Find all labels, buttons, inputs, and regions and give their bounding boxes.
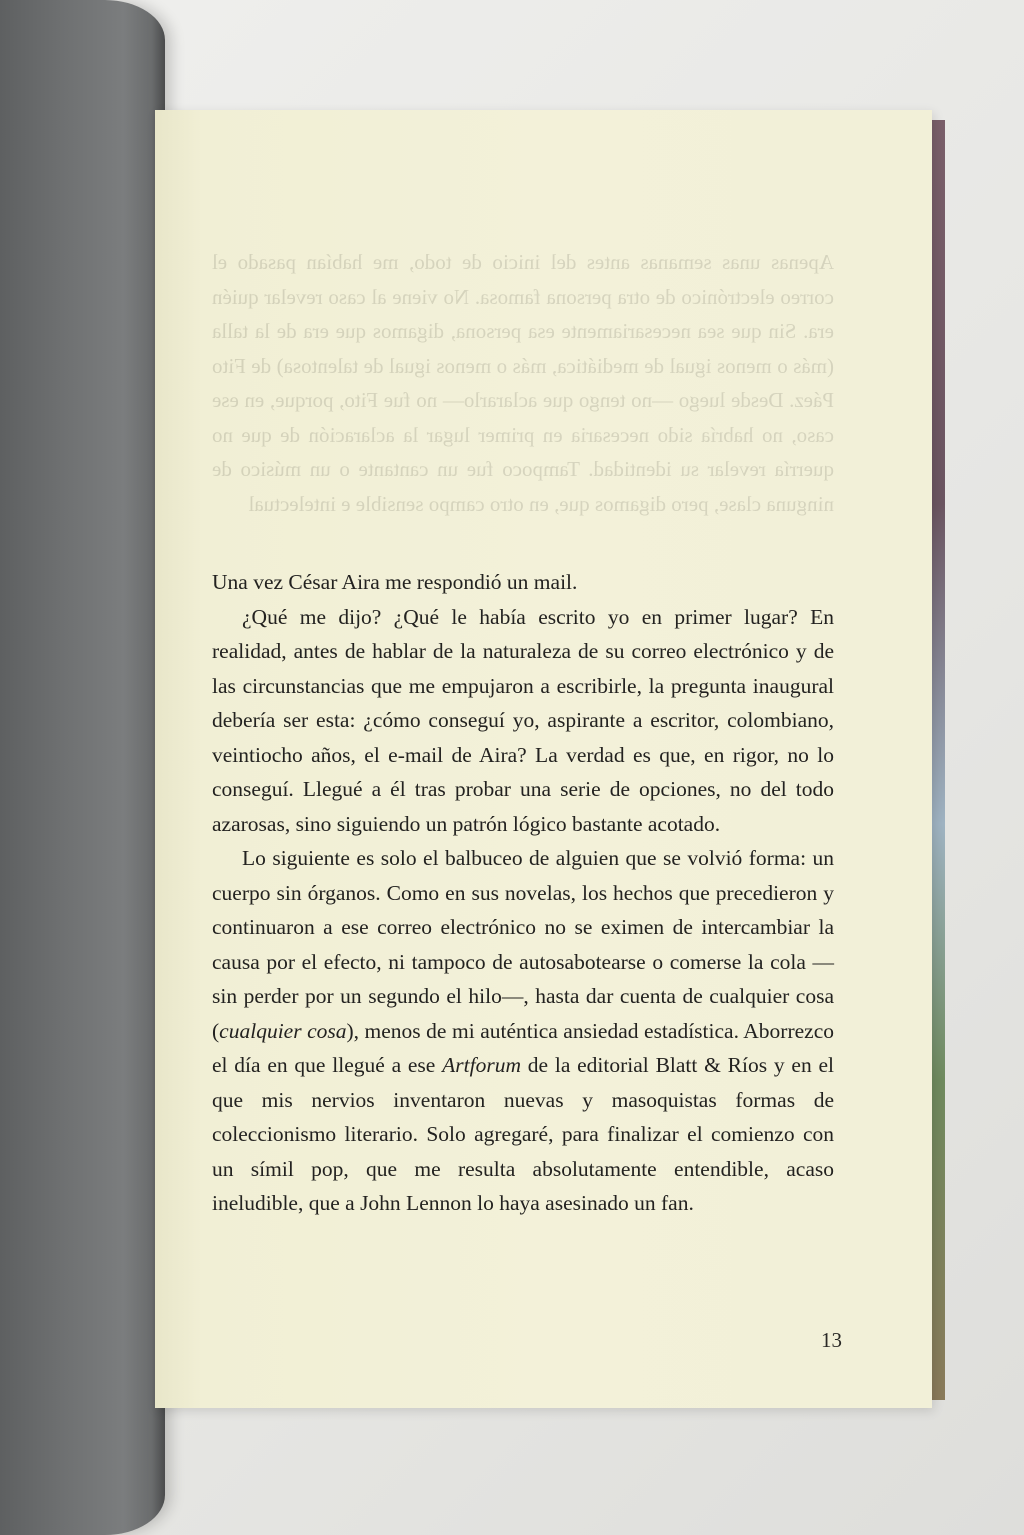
text-run: ¿Qué me dijo? ¿Qué le había escrito yo en primer lugar? En realidad, antes de hablar de la naturaleza de su correo electrónico y de las circunstancias que me empujaron a escribirle, la pregunta inaugural debería ser esta: ¿cómo conseguí yo, aspirante a escritor, colombiano, veintiocho años, el e-mail de Aira? La verdad es que, en rigor, no lo conseguí. Llegué a él tras probar una serie de opciones, no del todo azarosas, sino siguiendo un patrón lógico bastante acotado. [212,604,834,836]
italic-run: cualquier cosa [219,1018,347,1043]
paragraph-2 [212,600,834,842]
book-cover [0,0,165,1535]
paragraph-1 [212,565,834,600]
bleed-through-text: Apenas unas semanas antes del inicio de todo, me habían pasado el correo electrónico de otra persona famosa. No viene al caso revelar quién era. Sin que sea necesariamente esa persona, digamos que era de la talla (más o menos igual de mediática, más o menos igual de talentosa) de Fito Páez. Desde luego —no tengo que aclararlo— no fue Fito, porque, en ese caso, no habría sido necesaria en primer lugar la aclaración de que no querría revelar su identidad. Tampoco fue un cantante o un músico de ninguna clase, pero digamos que, en otro campo sensible e intelectual [212,250,834,516]
text-run: Lo siguiente es solo el balbuceo de alguien que se volvió forma: un cuerpo sin órganos. Como en sus novelas, los hechos que precedieron y continuaron a ese correo electrónico no se eximen de intercambiar la causa por el efecto, ni tampoco de autosabotearse o comerse la cola —sin perder por un segundo el hilo—, hasta dar cuenta de cualquier cosa ( [212,846,834,1043]
paragraph-3 [212,841,834,1221]
page-body [212,565,834,1221]
text-run: ), menos de mi auténtica ansiedad estadística. Aborrezco el día en que llegué a ese [212,1018,834,1077]
text-run: Una vez César Aira me respondió un mail. [212,570,578,594]
italic-run: Artforum [442,1053,521,1077]
text-run: de la editorial Blatt & Ríos y en el que mis nervios inventaron nuevas y masoquistas formas de coleccionismo literario. Solo agregaré, para finalizar el comienzo con un símil pop, que me resulta absolutamente entendible, acaso ineludible, que a John Lennon lo haya asesinado un fan. [212,1053,834,1215]
page-number: 13 [821,1328,842,1352]
